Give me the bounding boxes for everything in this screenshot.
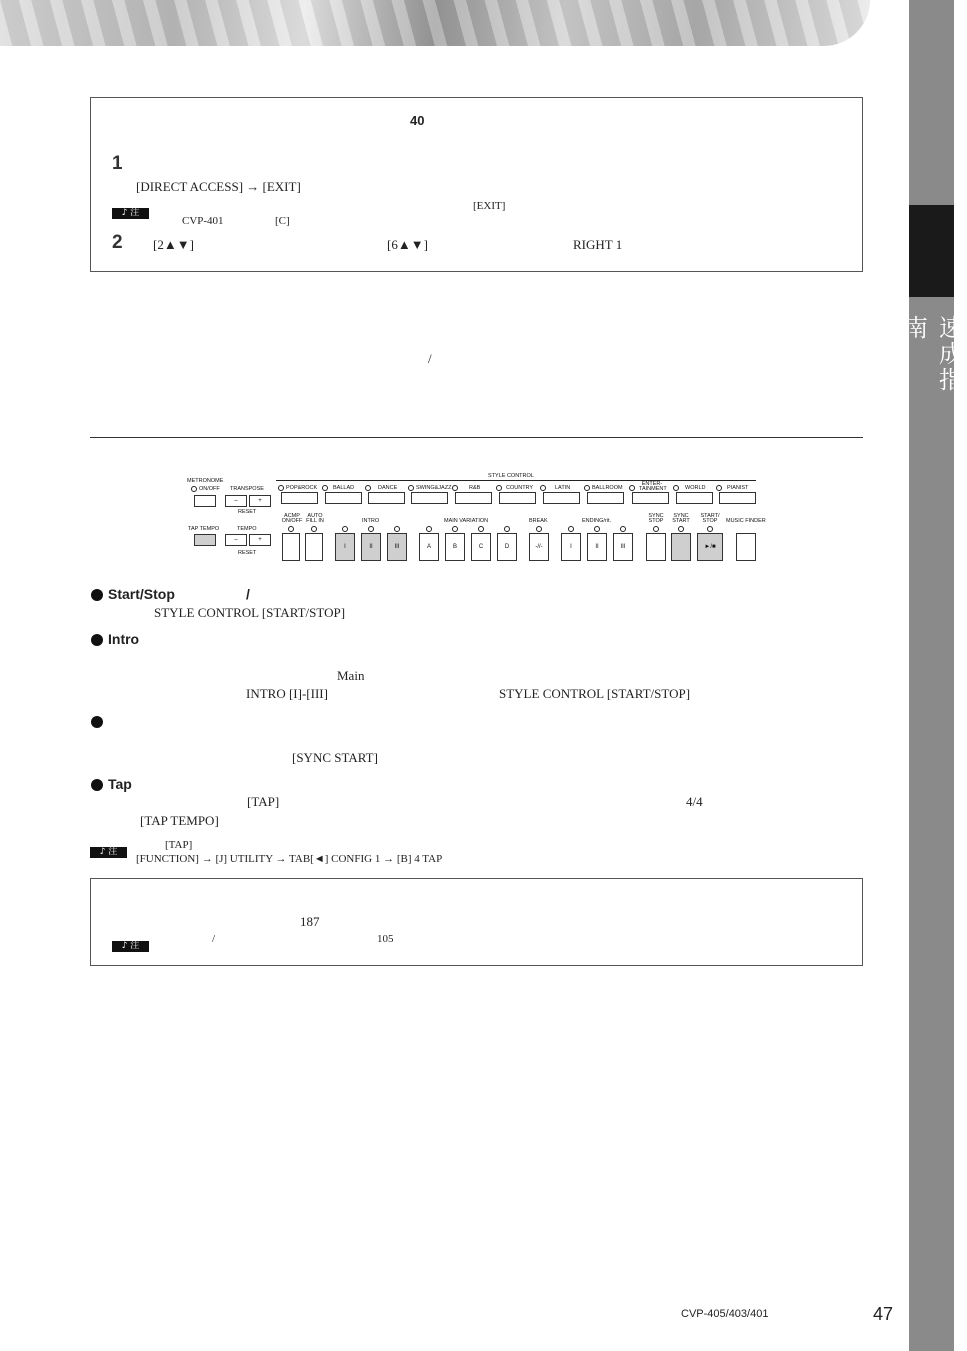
intro-led-1 (342, 526, 348, 532)
note1-model: CVP-401 (182, 215, 224, 227)
style-button-world[interactable] (676, 492, 713, 504)
note1-c: [C] (275, 215, 290, 227)
main-button-b[interactable]: B (445, 533, 465, 561)
main-led-c (478, 526, 484, 532)
music-finder-button[interactable] (736, 533, 756, 561)
break-led (536, 526, 542, 532)
intro-led-2 (368, 526, 374, 532)
style-led-ballroom (584, 485, 590, 491)
style-led-dance (365, 485, 371, 491)
break-label: BREAK (529, 518, 548, 524)
start-stop-label: START/ STOP (700, 513, 720, 524)
style-label-dance: DANCE (378, 485, 398, 491)
intro-button-2[interactable]: II (361, 533, 381, 561)
intro-main-text: Main (337, 668, 365, 683)
bullet-icon (91, 714, 103, 732)
transpose-minus-button[interactable]: – (225, 495, 247, 507)
tap-signature-text: 4/4 (686, 794, 703, 809)
metronome-label: METRONOME (187, 478, 224, 484)
style-control-panel (180, 470, 780, 570)
tap-button-text: [TAP] (247, 794, 280, 809)
main-led-a (426, 526, 432, 532)
ending-button-2[interactable]: II (587, 533, 607, 561)
footer-model: CVP-405/403/401 (681, 1308, 769, 1320)
style-led-pianist (716, 485, 722, 491)
tempo-reset-label: RESET (238, 550, 257, 556)
ending-button-1[interactable]: I (561, 533, 581, 561)
style-button-rb[interactable] (455, 492, 492, 504)
main-variation-label: MAIN VARIATION (444, 518, 489, 524)
style-button-pop-rock[interactable] (281, 492, 318, 504)
tap-heading: Tap (108, 776, 132, 792)
autofill-label: AUTO FILL IN (306, 513, 324, 524)
side-tab (909, 205, 954, 297)
startstop-text: STYLE CONTROL [START/STOP] (154, 605, 346, 620)
style-button-swing-jazz[interactable] (411, 492, 448, 504)
style-led-entertainment (629, 485, 635, 491)
style-button-entertainment[interactable] (632, 492, 669, 504)
info-box (90, 878, 863, 966)
style-button-country[interactable] (499, 492, 536, 504)
startstop-heading: Start/Stop (108, 586, 175, 602)
tap-tempo-label: TAP TEMPO (188, 526, 220, 532)
tempo-plus-button[interactable]: + (249, 534, 271, 546)
style-led-ballad (322, 485, 328, 491)
transpose-label: TRANSPOSE (230, 486, 264, 492)
style-button-ballad[interactable] (325, 492, 362, 504)
page-number: 47 (873, 1304, 894, 1324)
intro-heading: Intro (108, 631, 140, 647)
style-label-pop-rock: POP&ROCK (286, 485, 318, 491)
style-label-latin: LATIN (555, 485, 571, 491)
intro-button-3[interactable]: III (387, 533, 407, 561)
bullet-icon (91, 587, 103, 605)
metronome-led (191, 486, 197, 492)
info-note-slash: / (212, 933, 216, 945)
intro-button-1[interactable]: I (335, 533, 355, 561)
sync-start-label: SYNC START (672, 513, 690, 524)
intro-led-3 (394, 526, 400, 532)
sync-stop-button[interactable] (646, 533, 666, 561)
style-button-dance[interactable] (368, 492, 405, 504)
style-label-rb: R&B (469, 485, 481, 491)
transpose-reset-label: RESET (238, 509, 257, 515)
step2-button-a: [2▲▼] (153, 237, 194, 252)
sync-start-button[interactable] (671, 533, 691, 561)
intro-startstop-text: STYLE CONTROL [START/STOP] (499, 686, 691, 701)
startstop-slash: / (246, 586, 250, 602)
main-led-b (452, 526, 458, 532)
style-control-rule (276, 480, 756, 481)
note-icon: ♪ 注 (90, 841, 127, 859)
metronome-onoff-label: ON/OFF (199, 486, 220, 492)
main-button-d[interactable]: D (497, 533, 517, 561)
step-number-1: 1 (112, 153, 123, 174)
transpose-plus-button[interactable]: + (249, 495, 271, 507)
intro-label: INTRO (362, 518, 380, 524)
side-tab-label: 速成指南 (899, 315, 963, 393)
bullet-icon (91, 777, 103, 795)
tap-note-path: [FUNCTION] → [J] UTILITY → TAB[◄] CONFIG 1 → [B] 4 TAP (136, 853, 443, 865)
ending-button-3[interactable]: III (613, 533, 633, 561)
style-button-ballroom[interactable] (587, 492, 624, 504)
note-icon: ♪ 注 (112, 935, 149, 953)
break-button[interactable]: -//- (529, 533, 549, 561)
style-label-pianist: PIANIST (727, 485, 749, 491)
info-note-page: 105 (377, 933, 394, 945)
paragraph-slash: / (428, 351, 432, 366)
intro-buttons-text: INTRO [I]-[III] (246, 686, 328, 701)
step2-right1: RIGHT 1 (573, 237, 623, 252)
sync-start-text: [SYNC START] (292, 750, 378, 765)
style-button-latin[interactable] (543, 492, 580, 504)
style-label-country: COUNTRY (506, 485, 534, 491)
side-bar (899, 0, 963, 1351)
style-label-ballad: BALLAD (333, 485, 355, 491)
acmp-led (288, 526, 294, 532)
autofill-button[interactable] (305, 533, 323, 561)
tempo-label: TEMPO (237, 526, 257, 532)
ending-led-1 (568, 526, 574, 532)
style-label-entertainment: ENTER-TAINMENT (639, 481, 667, 492)
style-led-latin (540, 485, 546, 491)
tap-tempo-button[interactable] (194, 534, 216, 546)
main-button-c[interactable]: C (471, 533, 491, 561)
main-led-d (504, 526, 510, 532)
start-stop-button[interactable]: ►/■ (697, 533, 723, 561)
sync-stop-led (653, 526, 659, 532)
metronome-button[interactable] (194, 495, 216, 507)
bullet-icon (91, 632, 103, 650)
start-stop-led (707, 526, 713, 532)
step-number-2: 2 (112, 232, 123, 253)
ending-led-2 (594, 526, 600, 532)
header-banner-texture (0, 0, 870, 46)
style-label-ballroom: BALLROOM (592, 485, 623, 491)
style-led-world (673, 485, 679, 491)
sync-start-led (678, 526, 684, 532)
note1-exit: [EXIT] (473, 200, 506, 212)
main-button-a[interactable]: A (419, 533, 439, 561)
style-led-rb (452, 485, 458, 491)
info-page-ref: 187 (300, 914, 320, 929)
style-led-pop-rock (278, 485, 284, 491)
page-reference: 40 (410, 113, 425, 128)
style-label-world: WORLD (685, 485, 706, 491)
style-control-label: STYLE CONTROL (488, 473, 534, 479)
ending-led-3 (620, 526, 626, 532)
style-led-country (496, 485, 502, 491)
autofill-led (311, 526, 317, 532)
acmp-label: ACMP ON/OFF (281, 513, 303, 524)
note-icon: ♪ 注 (112, 202, 149, 220)
section-divider (90, 437, 863, 438)
step2-button-b: [6▲▼] (387, 237, 428, 252)
tempo-minus-button[interactable]: – (225, 534, 247, 546)
tap-note-text: [TAP] (165, 839, 193, 851)
ending-label: ENDING/rit. (582, 518, 612, 524)
sync-stop-label: SYNC STOP (648, 513, 664, 524)
step1-text: [DIRECT ACCESS] → [EXIT] (136, 179, 301, 194)
style-label-swing-jazz: SWING&JAZZ (416, 485, 452, 491)
style-button-pianist[interactable] (719, 492, 756, 504)
style-led-swing-jazz (408, 485, 414, 491)
music-finder-label: MUSIC FINDER (726, 518, 766, 524)
tap-tempo-text: [TAP TEMPO] (140, 813, 219, 828)
acmp-button[interactable] (282, 533, 300, 561)
